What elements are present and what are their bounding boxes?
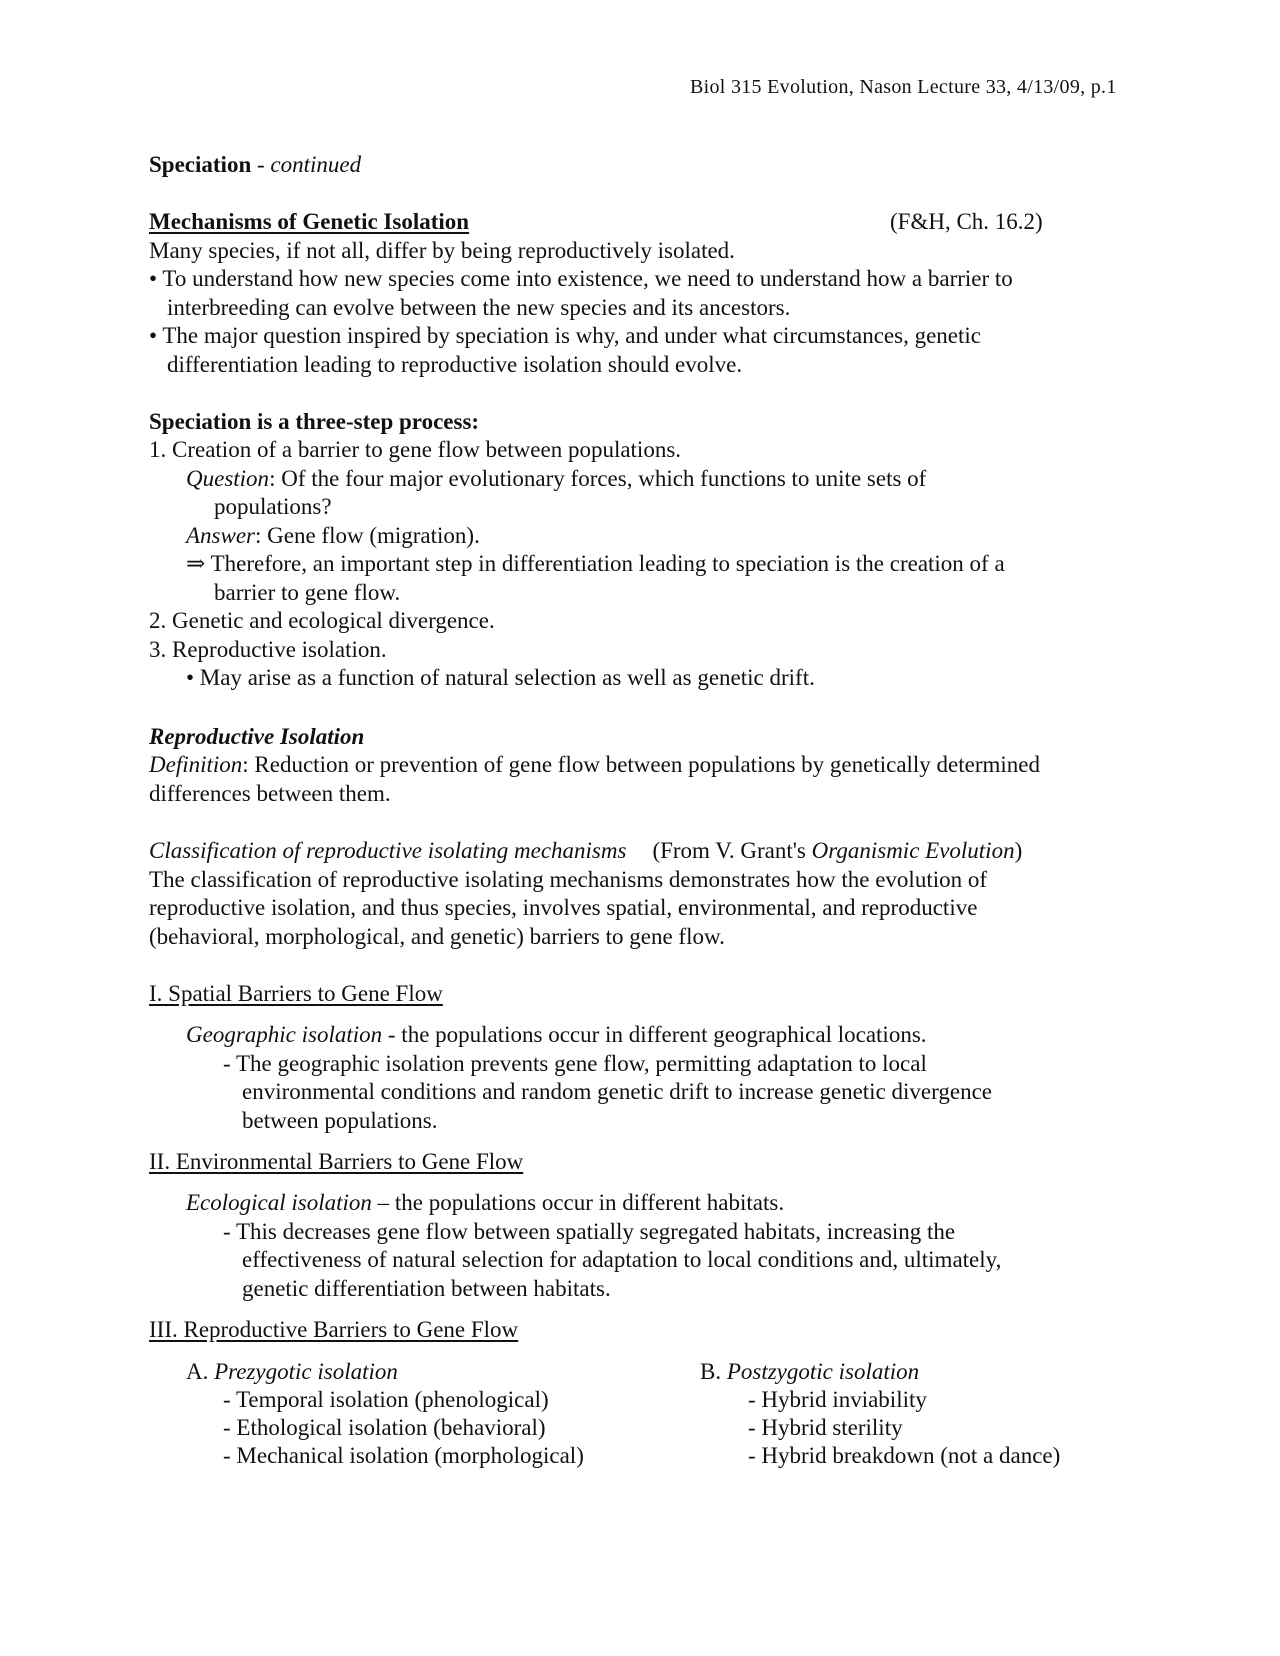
three-step-heading: Speciation is a three-step process: — [149, 409, 480, 434]
question-line-1 — [186, 464, 926, 493]
postzygotic-title: Postzygotic isolation — [726, 1359, 920, 1384]
prezygotic-prefix: A. — [186, 1359, 215, 1384]
postzygotic-title-line — [700, 1357, 919, 1386]
mechanisms-heading: Mechanisms of Genetic Isolation — [149, 209, 470, 234]
mechanisms-reference: (F&H, Ch. 16.2) — [890, 209, 1043, 234]
postzygotic-item-1: - Hybrid inviability — [748, 1387, 927, 1412]
spatial-detail-2: environmental conditions and random genetic drift to increase genetic divergence — [242, 1079, 992, 1104]
postzygotic-item-3: - Hybrid breakdown (not a dance) — [748, 1443, 1061, 1468]
classification-source-post: ) — [1014, 838, 1023, 863]
definition-line-2: differences between them. — [149, 781, 391, 806]
step-2: 2. Genetic and ecological divergence. — [149, 608, 495, 633]
definition-label: Definition — [149, 752, 243, 777]
mechanisms-bullet-1-line-2: interbreeding can evolve between the new species and its ancestors. — [167, 295, 791, 320]
step-3: 3. Reproductive isolation. — [149, 637, 387, 662]
title-main: Speciation — [149, 152, 252, 177]
answer-text: : Gene flow (migration). — [255, 523, 480, 548]
geographic-isolation-line — [186, 1020, 927, 1049]
spatial-detail-1: - The geographic isolation prevents gene flow, permitting adaptation to local — [223, 1051, 927, 1076]
mechanisms-bullet-2-line-2: differentiation leading to reproductive isolation should evolve. — [167, 352, 743, 377]
definition-text: : Reduction or prevention of gene flow between populations by genetically determined — [242, 752, 1041, 777]
classification-paragraph-line-1: The classification of reproductive isolating mechanisms demonstrates how the evolution of — [149, 867, 988, 892]
classification-heading-line — [149, 836, 1022, 865]
geographic-isolation-definition: - the populations occur in different geographical locations. — [382, 1022, 927, 1047]
classification-source-book: Organismic Evolution — [811, 838, 1015, 863]
environmental-heading: II. Environmental Barriers to Gene Flow — [149, 1149, 524, 1174]
ecological-isolation-line — [186, 1188, 784, 1217]
prezygotic-title: Prezygotic isolation — [214, 1359, 398, 1384]
answer-line — [186, 521, 480, 550]
question-text: : Of the four major evolutionary forces, which functions to unite sets of — [269, 466, 927, 491]
environmental-detail-3: genetic differentiation between habitats. — [242, 1276, 611, 1301]
page-title — [149, 150, 361, 179]
classification-source-pre: (From V. Grant's — [652, 838, 812, 863]
classification-paragraph-line-3: (behavioral, morphological, and genetic) barriers to gene flow. — [149, 924, 725, 949]
ecological-isolation-term: Ecological isolation — [186, 1190, 372, 1215]
title-separator: - — [251, 152, 271, 177]
mechanisms-bullet-1-line-1: • To understand how new species come into existence, we need to understand how a barrier to — [149, 266, 1013, 291]
therefore-line-2: barrier to gene flow. — [214, 580, 401, 605]
ecological-isolation-definition: – the populations occur in different habitats. — [371, 1190, 785, 1215]
environmental-detail-1: - This decreases gene flow between spatially segregated habitats, increasing the — [223, 1219, 956, 1244]
classification-heading: Classification of reproductive isolating mechanisms — [149, 838, 627, 863]
running-head: Biol 315 Evolution, Nason Lecture 33, 4/13/09, p.1 — [690, 76, 1117, 98]
reproductive-isolation-heading: Reproductive Isolation — [149, 724, 365, 749]
reproductive-barriers-heading: III. Reproductive Barriers to Gene Flow — [149, 1317, 519, 1342]
postzygotic-prefix: B. — [700, 1359, 727, 1384]
question-label: Question — [186, 466, 270, 491]
therefore-line-1: ⇒ Therefore, an important step in differentiation leading to speciation is the creation of a — [186, 551, 1005, 576]
mechanisms-intro: Many species, if not all, differ by being reproductively isolated. — [149, 238, 735, 263]
mechanisms-bullet-2-line-1: • The major question inspired by speciation is why, and under what circumstances, genetic — [149, 323, 981, 348]
prezygotic-item-3: - Mechanical isolation (morphological) — [223, 1443, 584, 1468]
prezygotic-item-1: - Temporal isolation (phenological) — [223, 1387, 549, 1412]
step-1: 1. Creation of a barrier to gene flow between populations. — [149, 437, 682, 462]
prezygotic-title-line — [186, 1357, 398, 1386]
step-3-bullet: • May arise as a function of natural selection as well as genetic drift. — [186, 665, 815, 690]
environmental-detail-2: effectiveness of natural selection for adaptation to local conditions and, ultimately, — [242, 1247, 1002, 1272]
definition-line-1 — [149, 750, 1040, 779]
answer-label: Answer — [186, 523, 255, 548]
prezygotic-item-2: - Ethological isolation (behavioral) — [223, 1415, 546, 1440]
title-sub: continued — [270, 152, 362, 177]
spatial-detail-3: between populations. — [242, 1108, 438, 1133]
question-line-2: populations? — [214, 494, 332, 519]
geographic-isolation-term: Geographic isolation — [186, 1022, 383, 1047]
classification-paragraph-line-2: reproductive isolation, and thus species, involves spatial, environmental, and reproductive — [149, 895, 978, 920]
spatial-heading: I. Spatial Barriers to Gene Flow — [149, 981, 443, 1006]
postzygotic-item-2: - Hybrid sterility — [748, 1415, 903, 1440]
